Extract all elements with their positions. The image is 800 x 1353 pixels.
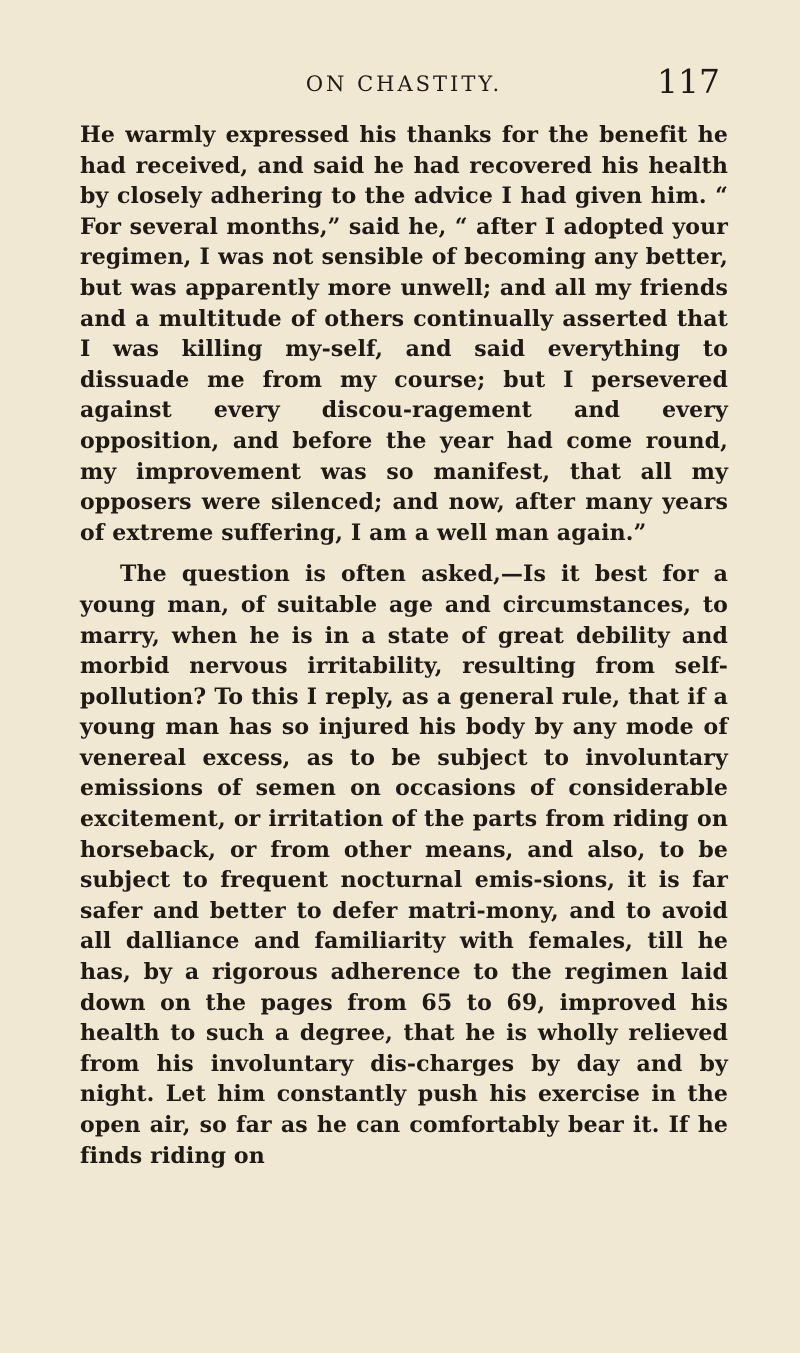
running-header	[80, 62, 728, 110]
body-text	[80, 120, 728, 1171]
page-number: 117	[657, 62, 720, 101]
book-page	[80, 62, 728, 1171]
paragraph-2: The question is often asked,—Is it best for a young man, of suitable age and circumstances, to marry, when he is in a state of great debility and morbid nervous irritability, resulting from self-pollution? To this I reply, as a general rule, that if a young man has so injured his body by any mode of venereal excess, as to be subject to involuntary emissions of semen on occasions of considerable excitement, or irritation of the parts from riding on horseback, or from other means, and also, to be subject to frequent nocturnal emis-sions, it is far safer and better to defer matri-mony, and to avoid all dalliance and familiarity with females, till he has, by a rigorous adherence to the regimen laid down on the pages from 65 to 69, improved his health to such a degree, that he is wholly relieved from his involuntary dis-charges by day and by night. Let him constantly push his exercise in the open air, so far as he can comfortably bear it. If he finds riding on	[80, 561, 728, 1169]
running-title: ON CHASTITY.	[305, 72, 503, 96]
paragraph-1: He warmly expressed his thanks for the benefit he had received, and said he had recovered his health by closely adhering to the advice I had given him. “ For several months,” said he, “ after I adopted your regimen, I was not sensible of becoming any better, but was apparently more unwell; and all my friends and a multitude of others continually asserted that I was killing my-self, and said everything to dissuade me from my course; but I persevered against every discou-ragement and every opposition, and before the year had come round, my improvement was so manifest, that all my opposers were silenced; and now, after many years of extreme suffering, I am a well man again.”	[80, 122, 728, 546]
